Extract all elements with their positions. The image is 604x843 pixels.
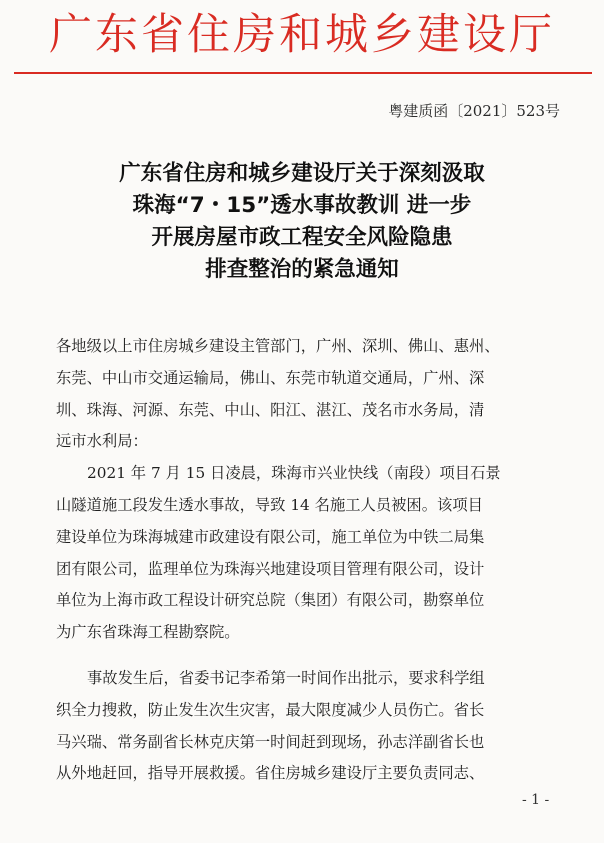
title-line: 开展房屋市政工程安全风险隐患 [151, 225, 453, 250]
paragraph-line: 山隧道施工段发生透水事故，导致 14 名施工人员被困。该项目 [56, 495, 483, 514]
letterhead-title: 广东省住房和城乡建设厅 [49, 10, 555, 60]
title-line: 排查整治的紧急通知 [205, 257, 399, 282]
paragraph-spacer [56, 649, 576, 663]
document-number: 粤建质函〔2021〕523号 [388, 102, 560, 120]
paragraph-line: 为广东省珠海工程勘察院。 [56, 623, 240, 642]
page-number: - 1 - [522, 792, 550, 808]
paragraph-line: 团有限公司，监理单位为珠海兴地建设项目管理有限公司，设计 [56, 559, 485, 578]
paragraph-line: 从外地赶回，指导开展救援。省住房城乡建设厅主要负责同志、 [56, 764, 485, 783]
paragraph-line: 马兴瑞、常务副省长林克庆第一时间赶到现场，孙志洋副省长也 [56, 732, 485, 751]
paragraph-response [56, 663, 576, 790]
title-line: 珠海“7・15”透水事故教训 进一步 [132, 193, 472, 218]
addressee-line: 东莞、中山市交通运输局，佛山、东莞市轨道交通局，广州、深 [56, 368, 485, 387]
addressee-line: 各地级以上市住房城乡建设主管部门，广州、深圳、佛山、惠州、 [56, 337, 500, 355]
paragraph-line: 事故发生后，省委书记李希第一时间作出批示，要求科学组 [87, 668, 485, 687]
paragraph-line: 单位为上海市政工程设计研究总院（集团）有限公司，勘察单位 [56, 591, 485, 610]
paragraph-line: 建设单位为珠海城建市政建设有限公司，施工单位为中铁二局集 [56, 527, 485, 546]
addressee-line: 远市水利局： [56, 432, 148, 451]
paragraph-line: 2021 年 7 月 15 日凌晨，珠海市兴业快线（南段）项目石景 [87, 464, 501, 483]
addressee [56, 331, 576, 458]
letterhead-red-rule [14, 72, 592, 74]
document-body [56, 331, 576, 790]
title-line: 广东省住房和城乡建设厅关于深刻汲取 [119, 161, 485, 186]
paragraph-incident [56, 458, 576, 649]
document-title [0, 158, 604, 286]
addressee-line: 圳、珠海、河源、东莞、中山、阳江、湛江、茂名市水务局，清 [56, 400, 485, 419]
paragraph-line: 织全力搜救，防止发生次生灾害，最大限度减少人员伤亡。省长 [56, 700, 485, 719]
